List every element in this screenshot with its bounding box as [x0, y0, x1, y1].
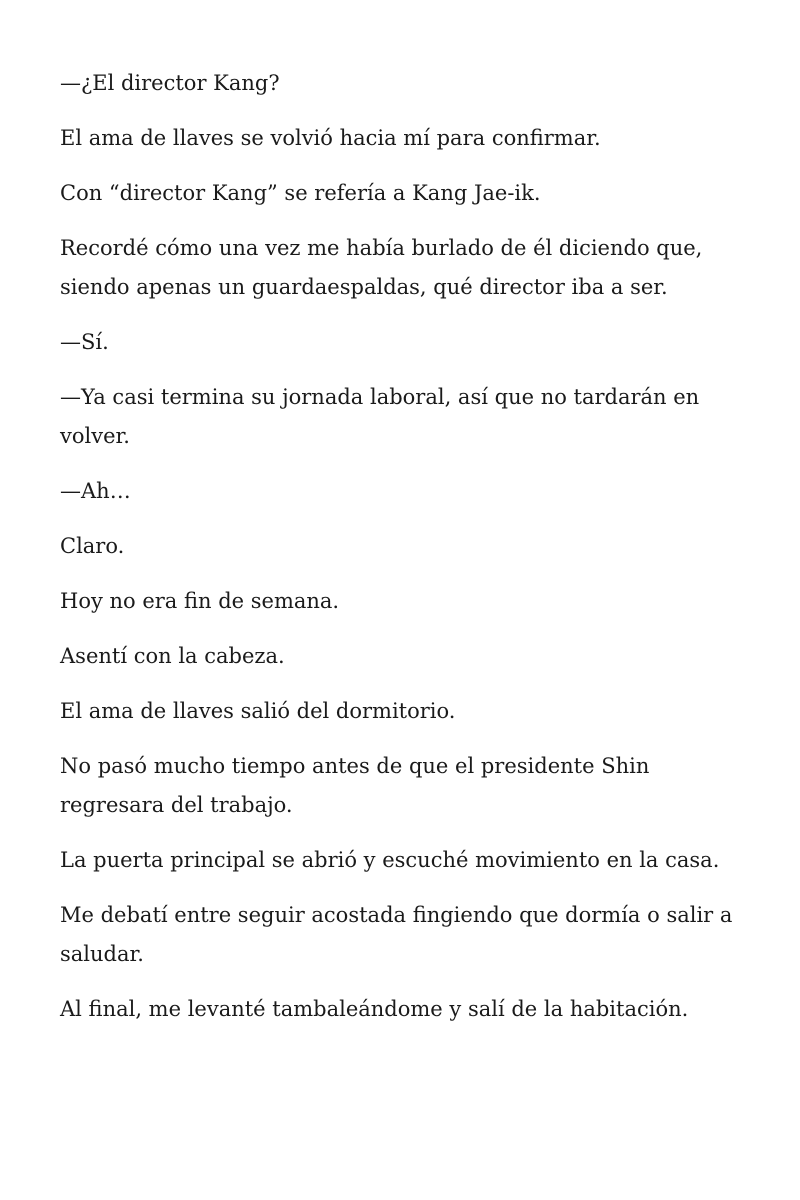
paragraph: Asentí con la cabeza.: [60, 644, 285, 668]
paragraph: —Ah…: [60, 479, 131, 503]
paragraph: Al final, me levanté tambaleándome y salí de la habitación.: [60, 997, 689, 1021]
paragraph: El ama de llaves salió del dormitorio.: [60, 699, 456, 723]
paragraph: —¿El director Kang?: [60, 71, 280, 95]
paragraph: La puerta principal se abrió y escuché movimiento en la casa.: [60, 848, 720, 872]
paragraph: Claro.: [60, 534, 125, 558]
paragraph: Con “director Kang” se refería a Kang Jae-ik.: [60, 181, 541, 205]
paragraph: Recordé cómo una vez me había burlado de él diciendo que, siendo apenas un guardaespaldas, qué director iba a ser.: [60, 236, 703, 299]
paragraph: El ama de llaves se volvió hacia mí para confirmar.: [60, 126, 601, 150]
paragraph: —Ya casi termina su jornada laboral, así que no tardarán en volver.: [60, 385, 700, 448]
paragraph: No pasó mucho tiempo antes de que el presidente Shin regresara del trabajo.: [60, 754, 650, 817]
reading-page: [60, 64, 750, 1045]
paragraph: Me debatí entre seguir acostada fingiendo que dormía o salir a saludar.: [60, 903, 733, 966]
paragraph: Hoy no era fin de semana.: [60, 589, 340, 613]
paragraph: —Sí.: [60, 330, 109, 354]
